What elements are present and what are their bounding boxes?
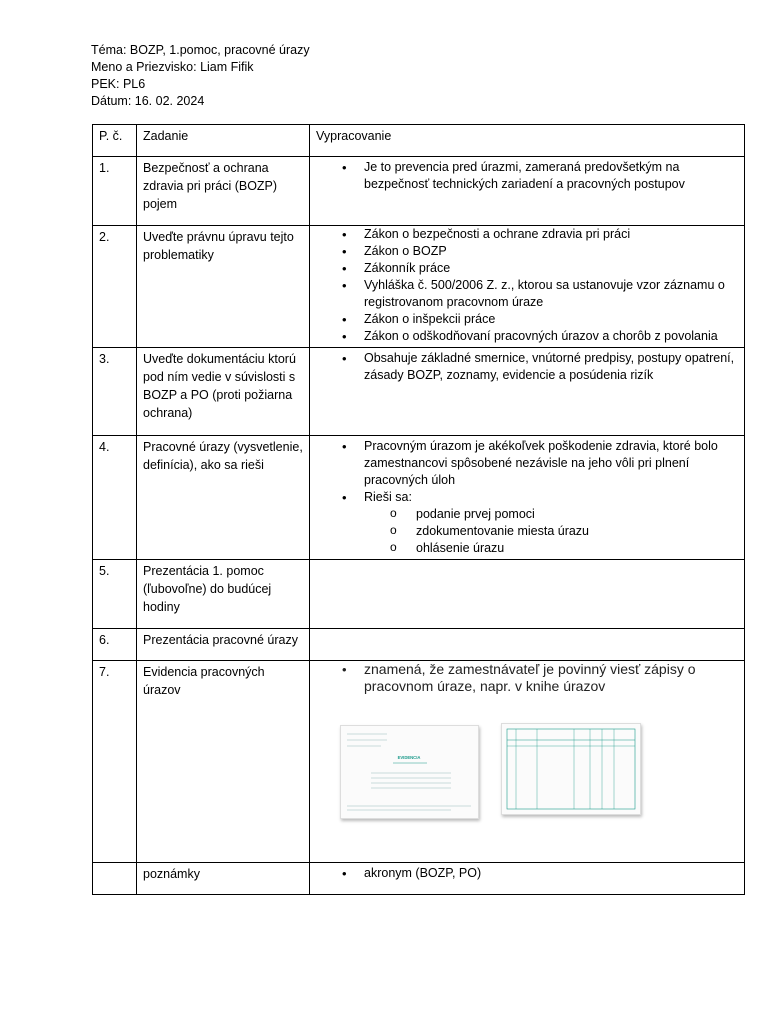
- list-item: • Je to prevencia pred úrazmi, zameraná predovšetkým na bezpečnosť technických zariadení a pracovných postupov: [364, 159, 738, 193]
- list-item: • Vyhláška č. 500/2006 Z. z., ktorou sa ustanovuje vzor záznamu o registrovanom pracovnom úraze: [364, 277, 738, 311]
- document-header: [91, 42, 310, 110]
- table-row: [93, 629, 745, 661]
- row-number: 5.: [93, 560, 137, 629]
- row-solution: [310, 629, 745, 661]
- row-number: 7.: [93, 661, 137, 863]
- row-number: [93, 863, 137, 895]
- row-task: Evidencia pracovných úrazov: [137, 661, 310, 863]
- row-task: Uveďte právnu úpravu tejto problematiky: [137, 226, 310, 348]
- topic-line: Téma: BOZP, 1.pomoc, pracovné úrazy: [91, 43, 310, 57]
- table-row: [93, 436, 745, 560]
- list-item: • Zákon o bezpečnosti a ochrane zdravia pri práci: [364, 226, 738, 243]
- record-book-page-drawing: [502, 724, 640, 814]
- row-task: Uveďte dokumentáciu ktorú pod ním vedie v súvislosti s BOZP a PO (proti požiarna ochrana): [137, 348, 310, 436]
- record-book-cover-image: [340, 725, 479, 819]
- row-solution: [310, 863, 745, 895]
- table-row: [93, 157, 745, 226]
- table-row: [93, 661, 745, 863]
- list-item: • Zákonník práce: [364, 260, 738, 277]
- assignment-table: [92, 124, 745, 895]
- table-header-row: [93, 125, 745, 157]
- list-item: • Rieši sa:: [364, 489, 738, 506]
- row-number: 4.: [93, 436, 137, 560]
- sub-list-item: o ohlásenie úrazu: [416, 540, 738, 557]
- table-row: [93, 863, 745, 895]
- table-row: [93, 348, 745, 436]
- table-row: [93, 560, 745, 629]
- sub-list-item: o podanie prvej pomoci: [416, 506, 738, 523]
- list-item: • Obsahuje základné smernice, vnútorné predpisy, postupy opatrení, zásady BOZP, zoznamy, evidencie a posúdenia rizík: [364, 350, 738, 384]
- header-solution: Vypracovanie: [310, 125, 745, 157]
- row-task: Pracovné úrazy (vysvetlenie, definícia), ako sa rieši: [137, 436, 310, 560]
- header-number: P. č.: [93, 125, 137, 157]
- row-number: 2.: [93, 226, 137, 348]
- record-book-cover-drawing: [341, 726, 478, 818]
- row-task: poznámky: [137, 863, 310, 895]
- list-item: • Zákon o BOZP: [364, 243, 738, 260]
- row-solution: [310, 226, 745, 348]
- date-line: Dátum: 16. 02. 2024: [91, 94, 205, 108]
- row-task: Prezentácia 1. pomoc (ľubovoľne) do budúcej hodiny: [137, 560, 310, 629]
- sub-list-item: o zdokumentovanie miesta úrazu: [416, 523, 738, 540]
- row-task: Bezpečnosť a ochrana zdravia pri práci (BOZP) pojem: [137, 157, 310, 226]
- list-item: • Pracovným úrazom je akékoľvek poškodenie zdravia, ktoré bolo zamestnancovi spôsobené nezávisle na jeho vôli pri plnení pracovných úloh: [364, 438, 738, 489]
- record-book-title: EVIDENCIA: [397, 755, 421, 760]
- list-item: • Zákon o odškodňovaní pracovných úrazov a chorôb z povolania: [364, 328, 738, 345]
- row-task: Prezentácia pracovné úrazy: [137, 629, 310, 661]
- accident-record-book-images: [316, 705, 738, 855]
- row-solution: [310, 348, 745, 436]
- row-solution: [310, 661, 745, 863]
- list-item: • znamená, že zamestnávateľ je povinný viesť zápisy o pracovnom úraze, napr. v knihe úrazov: [364, 661, 738, 695]
- row-number: 6.: [93, 629, 137, 661]
- name-line: Meno a Priezvisko: Liam Fifik: [91, 60, 254, 74]
- record-book-page-image: [501, 723, 641, 815]
- row-number: 1.: [93, 157, 137, 226]
- header-task: Zadanie: [137, 125, 310, 157]
- row-number: 3.: [93, 348, 137, 436]
- row-solution: [310, 436, 745, 560]
- pek-line: PEK: PL6: [91, 77, 146, 91]
- row-solution: [310, 560, 745, 629]
- list-item: • akronym (BOZP, PO): [364, 865, 738, 882]
- table-row: [93, 226, 745, 348]
- row-solution: [310, 157, 745, 226]
- list-item: • Zákon o inšpekcii práce: [364, 311, 738, 328]
